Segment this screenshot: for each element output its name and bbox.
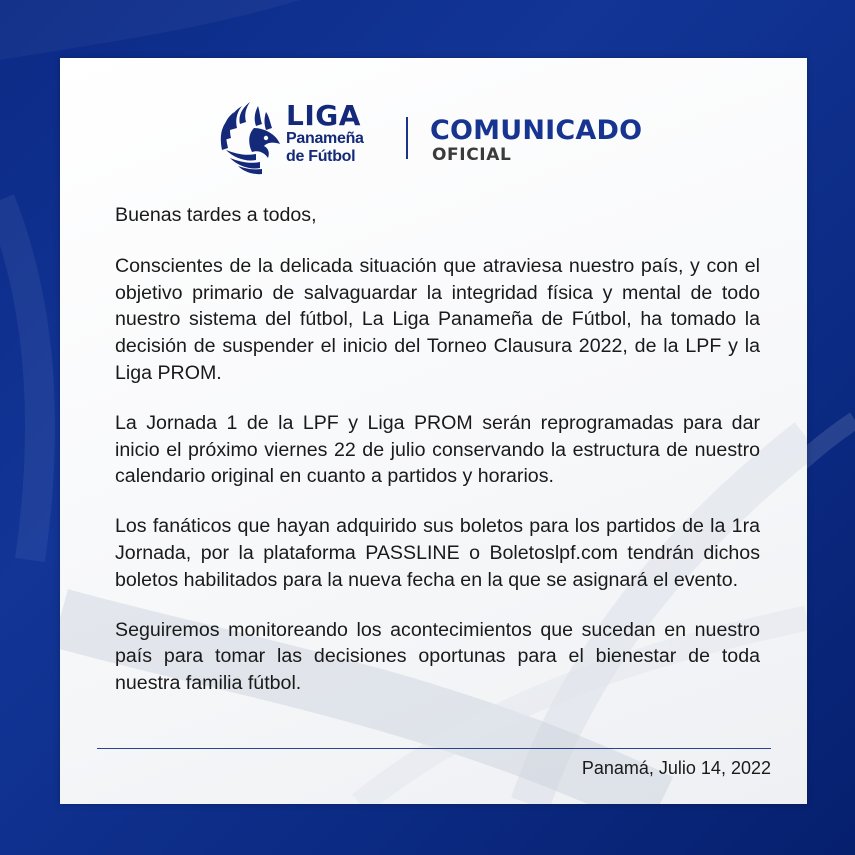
paragraph: Seguiremos monitoreando los acontecimientos que sucedan en nuestro país para tomar las decisiones oportunas para el bienestar de toda nuestra familia fútbol. <box>115 618 760 695</box>
header <box>220 98 670 168</box>
page-subtitle: OFICIAL <box>432 145 512 165</box>
footer-divider <box>97 748 771 749</box>
eagle-icon <box>220 98 282 178</box>
header-divider <box>406 117 408 159</box>
logo-panamena: Panameña <box>286 130 364 147</box>
announcement-body <box>115 202 760 720</box>
logo-de-futbol: de Fútbol <box>286 148 356 165</box>
logo-liga: LIGA <box>286 99 361 132</box>
greeting: Buenas tardes a todos, <box>115 204 317 226</box>
league-logo-text <box>286 99 364 166</box>
announcement-card <box>60 58 807 804</box>
paragraph: La Jornada 1 de la LPF y Liga PROM serán reprogramadas para dar inicio el próximo viernes 22 de julio conservando la estructura de nuestro calendario original en cuanto a partidos y horarios. <box>115 411 760 488</box>
paragraph: Conscientes de la delicada situación que atraviesa nuestro país, y con el objetivo primario de salvaguardar la integridad física y mental de todo nuestro sistema del fútbol, La Liga Panameña de Fútbol, ha tomado la decisión de suspender el inicio del Torneo Clausura 2022, de la LPF y la Liga PROM. <box>115 254 760 384</box>
page-title: COMUNICADO <box>430 115 643 146</box>
paragraph: Los fanáticos que hayan adquirido sus boletos para los partidos de la 1ra Jornada, por la plataforma PASSLINE o Boletoslpf.com tendrán dichos boletos habilitados para la nueva fecha en la que se asignará el evento. <box>115 515 760 591</box>
place-date: Panamá, Julio 14, 2022 <box>581 758 771 778</box>
